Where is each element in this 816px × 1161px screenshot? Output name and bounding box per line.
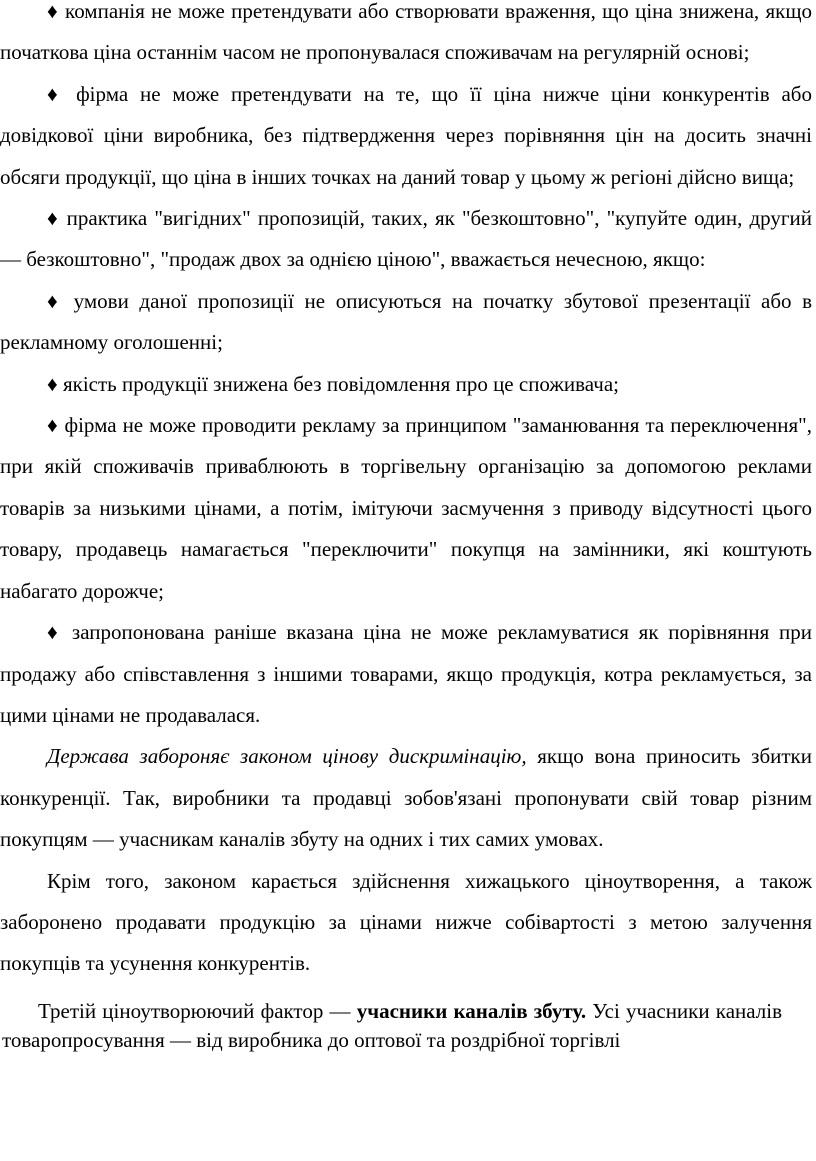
third-factor-intro: Третій ціноутворюючий фактор —	[38, 998, 357, 1023]
list-item: ♦ умови даної пропозиції не описуються на початку збутової презентації або в рекламному оголошенні;	[0, 288, 812, 355]
list-item: ♦ якість продукції знижена без повідомлення про це споживача;	[47, 371, 619, 396]
list-item: ♦ компанія не може претендувати або створювати враження, що ціна знижена, якщо початкова ціна останнім часом не пропонувалася споживачам на регулярній основі;	[0, 0, 812, 65]
third-factor-text: Усі учасники каналів товаропросування — від виробника до оптової та роздрібної торгівлі	[2, 998, 782, 1052]
predatory-pricing-paragraph: Крім того, законом карається здійснення хижацького ціноутворення, а також заборонено продавати продукцію за цінами нижче собівартості з метою залучення покупців та усунення конкурентів.	[0, 868, 812, 976]
price-discrimination-paragraph	[0, 736, 812, 860]
list-item: ♦ практика "вигідних" пропозицій, таких, як "безкоштовно", "купуйте один, другий — безкоштовно", "продаж двох за однією ціною", вважається нечесною, якщо:	[0, 206, 812, 272]
price-discrimination-emphasis: Держава забороняє законом цінову дискримінацію,	[47, 744, 527, 769]
third-factor-block	[2, 997, 782, 1055]
price-discrimination-text: якщо вона приносить збитки конкуренції. Так, виробники та продавці зобов'язані пропонувати свій товар різним покупцям — учасникам каналів збуту на одних і тих самих умовах.	[0, 744, 812, 852]
third-factor-heading: учасники каналів збуту.	[356, 998, 587, 1023]
list-item: ♦ фірма не може претендувати на те, що її ціна нижче ціни конкурентів або довідкової ціни виробника, без підтвердження через порівняння цін на досить значні обсяги продукції, що ціна в інших точках на даний товар у цьому ж регіоні дійсно вища;	[0, 81, 812, 189]
list-item: ♦ запропонована раніше вказана ціна не може рекламуватися як порівняння при продажу або співставлення з іншими товарами, якщо продукція, котра рекламується, за цими цінами не продавалася.	[0, 620, 812, 727]
list-item: ♦ фірма не може проводити рекламу за принципом "заманювання та переключення", при якій споживачів приваблюють в торгівельну організацію за допомогою реклами товарів за низькими цінами, а потім, імітуючи засмучення з приводу відсутності цього товару, продавець намагається "переключити" покупця на замінники, які коштують набагато дорожче;	[0, 413, 812, 603]
third-factor-paragraph	[2, 997, 782, 1055]
